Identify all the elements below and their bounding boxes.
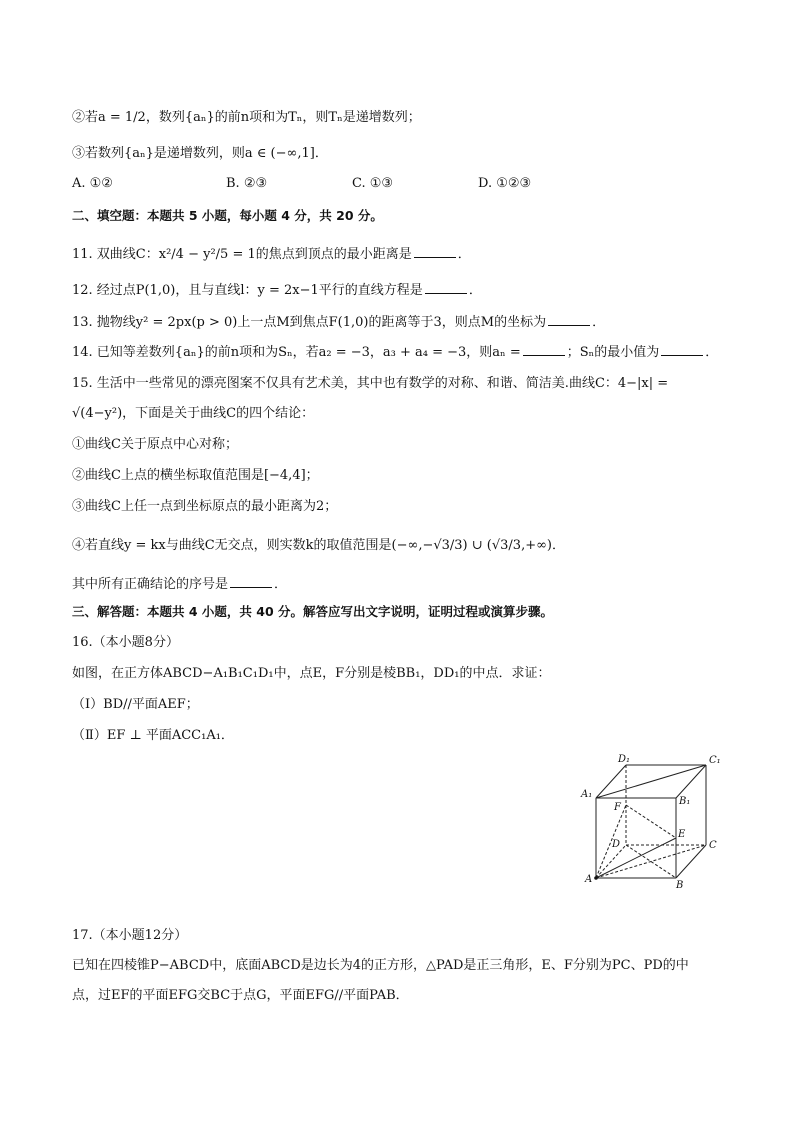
question-12 <box>72 280 482 301</box>
q15-line-2: √(4−y²)，下面是关于曲线C的四个结论： <box>72 406 315 421</box>
label-e: E <box>678 829 686 840</box>
q16-title: 16.（本小题8分） <box>72 635 179 650</box>
answer-blank <box>523 342 565 356</box>
question-11 <box>72 244 471 265</box>
cube-figure <box>578 750 728 890</box>
q15-line-1: 15. 生活中一些常见的漂亮图案不仅具有艺术美，其中也有数学的对称、和谐、简洁美.曲线C：4−|x| = <box>72 376 669 391</box>
q12-suffix: ． <box>468 283 482 298</box>
q14-suffix: ． <box>705 345 719 360</box>
q14-text-2: ；Sₙ的最小值为 <box>566 345 660 360</box>
option-a: A. ①② <box>72 176 113 191</box>
label-a: A <box>585 874 593 885</box>
answer-blank <box>425 280 467 294</box>
q15-ask <box>72 574 287 595</box>
q17-line-1: 已知在四棱锥P−ABCD中，底面ABCD是边长为4的正方形，△PAD是正三角形，E、F分别为PC、PD的中 <box>72 958 689 973</box>
label-b: B <box>676 880 684 890</box>
q16-part-1: （Ⅰ）BD//平面AEF； <box>72 697 199 712</box>
label-a1: A₁ <box>581 789 593 800</box>
q15-ask-text: 其中所有正确结论的序号是 <box>72 577 229 592</box>
q11-suffix: ． <box>457 247 471 262</box>
q17-title: 17.（本小题12分） <box>72 928 188 943</box>
q11-text: 11. 双曲线C：x²/4 − y²/5 = 1的焦点到顶点的最小距离是 <box>72 247 412 262</box>
q12-text: 12. 经过点P(1,0)，且与直线l：y = 2x−1平行的直线方程是 <box>72 283 423 298</box>
question-14 <box>72 342 718 363</box>
q15-ask-suffix: ． <box>274 577 288 592</box>
label-d1: D₁ <box>618 754 631 765</box>
q10-item-3: ③若数列{aₙ}是递增数列，则a ∈ (−∞,1]． <box>72 146 328 161</box>
answer-blank <box>661 342 703 356</box>
q14-text-1: 14. 已知等差数列{aₙ}的前n项和为Sₙ，若a₂ = −3，a₃ + a₄ = −3，则aₙ = <box>72 345 521 360</box>
q15-item-4: ④若直线y = kx与曲线C无交点，则实数k的取值范围是(−∞,−√3/3) ∪ (√3/3,+∞)． <box>72 538 565 553</box>
q15-item-1: ①曲线C关于原点中心对称； <box>72 437 238 452</box>
answer-blank <box>230 574 272 588</box>
q17-line-2: 点，过EF的平面EFG交BC于点G，平面EFG//平面PAB． <box>72 988 409 1003</box>
section-3-heading: 三、解答题：本题共 4 小题，共 40 分。解答应写出文字说明，证明过程或演算步骤。 <box>72 604 554 619</box>
answer-blank <box>414 244 456 258</box>
question-13 <box>72 312 605 333</box>
option-b: B. ②③ <box>226 176 268 191</box>
label-d: D <box>612 839 621 850</box>
point-a-dot <box>594 876 598 880</box>
label-c1: C₁ <box>709 755 721 766</box>
option-c: C. ①③ <box>352 176 394 191</box>
label-b1: B₁ <box>679 796 691 807</box>
q13-text: 13. 抛物线y² = 2px(p > 0)上一点M到焦点F(1,0)的距离等于3，则点M的坐标为 <box>72 315 547 330</box>
q13-suffix: ． <box>592 315 606 330</box>
label-f: F <box>614 802 621 813</box>
q15-item-2: ②曲线C上点的横坐标取值范围是[−4,4]； <box>72 468 319 483</box>
q15-item-3: ③曲线C上任一点到坐标原点的最小距离为2； <box>72 499 338 514</box>
q16-part-2: （Ⅱ）EF ⊥ 平面ACC₁A₁． <box>72 728 234 743</box>
answer-blank <box>548 312 590 326</box>
option-d: D. ①②③ <box>478 176 532 191</box>
q16-stem: 如图，在正方体ABCD−A₁B₁C₁D₁中，点E，F分别是棱BB₁，DD₁的中点．求证： <box>72 666 551 681</box>
q10-item-2: ②若a = 1/2，数列{aₙ}的前n项和为Tₙ，则Tₙ是递增数列； <box>72 110 421 125</box>
label-c: C <box>709 840 717 851</box>
section-2-heading: 二、填空题：本题共 5 小题，每小题 4 分，共 20 分。 <box>72 208 383 223</box>
